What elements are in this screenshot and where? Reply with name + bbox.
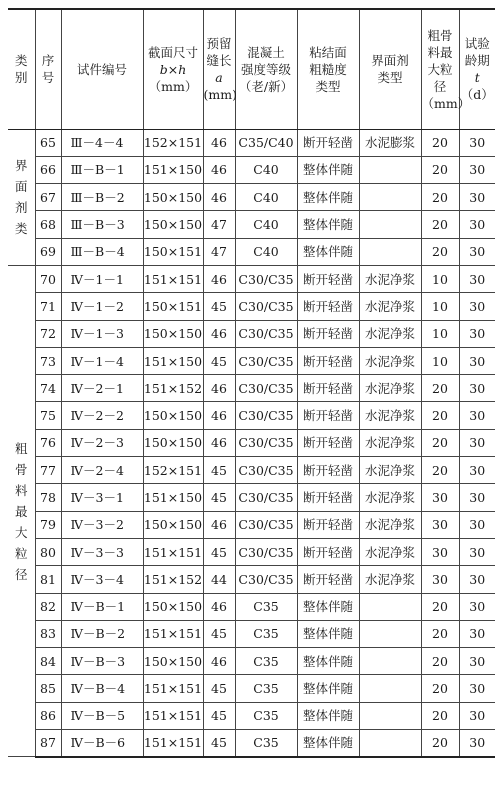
cell-strength-grade: C40 bbox=[235, 211, 297, 238]
cell-seq: 70 bbox=[35, 265, 61, 292]
cell-test-age: 30 bbox=[459, 211, 495, 238]
cell-test-age: 30 bbox=[459, 156, 495, 183]
cell-gap-length: 45 bbox=[203, 730, 235, 757]
cell-strength-grade: C30/C35 bbox=[235, 457, 297, 484]
cell-aggregate-size: 20 bbox=[421, 620, 459, 647]
cell-test-age: 30 bbox=[459, 293, 495, 320]
table-row bbox=[8, 347, 495, 374]
cell-aggregate-size: 20 bbox=[421, 702, 459, 729]
cell-specimen-code: Ⅳ－B－1 bbox=[61, 593, 143, 620]
cell-roughness: 整体伴随 bbox=[297, 211, 359, 238]
cell-specimen-code: Ⅳ－B－2 bbox=[61, 620, 143, 647]
table-row bbox=[8, 511, 495, 538]
cell-seq: 71 bbox=[35, 293, 61, 320]
cell-roughness: 断开轻凿 bbox=[297, 347, 359, 374]
category-char: 界 bbox=[14, 158, 28, 174]
cell-gap-length: 44 bbox=[203, 566, 235, 593]
cell-roughness: 断开轻凿 bbox=[297, 429, 359, 456]
cell-interface-agent bbox=[359, 702, 421, 729]
cell-strength-grade: C30/C35 bbox=[235, 293, 297, 320]
cell-section-size: 150×150 bbox=[143, 184, 203, 211]
header-row bbox=[8, 9, 495, 129]
cell-seq: 65 bbox=[35, 129, 61, 156]
cell-interface-agent: 水泥净浆 bbox=[359, 429, 421, 456]
cell-aggregate-size: 10 bbox=[421, 265, 459, 292]
cell-interface-agent bbox=[359, 648, 421, 675]
table-row bbox=[8, 457, 495, 484]
cell-seq: 84 bbox=[35, 648, 61, 675]
cell-section-size: 151×152 bbox=[143, 566, 203, 593]
cell-seq: 74 bbox=[35, 375, 61, 402]
table-row bbox=[8, 293, 495, 320]
cell-roughness: 断开轻凿 bbox=[297, 375, 359, 402]
cell-section-size: 151×151 bbox=[143, 675, 203, 702]
cell-strength-grade: C30/C35 bbox=[235, 484, 297, 511]
table-row bbox=[8, 238, 495, 265]
cell-specimen-code: Ⅳ－1－2 bbox=[61, 293, 143, 320]
table-row bbox=[8, 402, 495, 429]
cell-strength-grade: C30/C35 bbox=[235, 538, 297, 565]
cell-specimen-code: Ⅲ－4－4 bbox=[61, 129, 143, 156]
cell-test-age: 30 bbox=[459, 402, 495, 429]
cell-specimen-code: Ⅳ－1－4 bbox=[61, 347, 143, 374]
cell-strength-grade: C30/C35 bbox=[235, 375, 297, 402]
cell-interface-agent bbox=[359, 238, 421, 265]
table-row bbox=[8, 538, 495, 565]
table-body bbox=[8, 129, 495, 757]
cell-test-age: 30 bbox=[459, 702, 495, 729]
category-char: 粗 bbox=[14, 440, 28, 456]
cell-aggregate-size: 20 bbox=[421, 648, 459, 675]
cell-interface-agent bbox=[359, 593, 421, 620]
cell-seq: 66 bbox=[35, 156, 61, 183]
cell-specimen-code: Ⅳ－2－4 bbox=[61, 457, 143, 484]
cell-interface-agent: 水泥净浆 bbox=[359, 293, 421, 320]
cell-section-size: 151×151 bbox=[143, 265, 203, 292]
category-char: 料 bbox=[14, 482, 28, 498]
cell-gap-length: 45 bbox=[203, 538, 235, 565]
cell-gap-length: 46 bbox=[203, 129, 235, 156]
cell-test-age: 30 bbox=[459, 648, 495, 675]
header-aggregate-size: 粗骨 料最 大粒 径 （mm） bbox=[421, 9, 459, 129]
cell-aggregate-size: 30 bbox=[421, 511, 459, 538]
cell-roughness: 整体伴随 bbox=[297, 730, 359, 757]
cell-section-size: 152×151 bbox=[143, 129, 203, 156]
cell-roughness: 断开轻凿 bbox=[297, 293, 359, 320]
cell-gap-length: 45 bbox=[203, 347, 235, 374]
cell-interface-agent bbox=[359, 211, 421, 238]
cell-aggregate-size: 30 bbox=[421, 538, 459, 565]
cell-roughness: 整体伴随 bbox=[297, 593, 359, 620]
cell-specimen-code: Ⅳ－B－3 bbox=[61, 648, 143, 675]
table-row bbox=[8, 702, 495, 729]
cell-section-size: 151×151 bbox=[143, 620, 203, 647]
cell-aggregate-size: 20 bbox=[421, 129, 459, 156]
cell-test-age: 30 bbox=[459, 347, 495, 374]
cell-aggregate-size: 10 bbox=[421, 320, 459, 347]
cell-interface-agent bbox=[359, 620, 421, 647]
cell-specimen-code: Ⅳ－1－3 bbox=[61, 320, 143, 347]
table-row bbox=[8, 429, 495, 456]
table-row bbox=[8, 620, 495, 647]
cell-gap-length: 46 bbox=[203, 429, 235, 456]
cell-specimen-code: Ⅳ－1－1 bbox=[61, 265, 143, 292]
cell-seq: 73 bbox=[35, 347, 61, 374]
cell-roughness: 断开轻凿 bbox=[297, 402, 359, 429]
cell-section-size: 150×151 bbox=[143, 238, 203, 265]
cell-section-size: 150×150 bbox=[143, 511, 203, 538]
cell-specimen-code: Ⅳ－2－2 bbox=[61, 402, 143, 429]
cell-specimen-code: Ⅳ－2－3 bbox=[61, 429, 143, 456]
cell-test-age: 30 bbox=[459, 730, 495, 757]
cell-aggregate-size: 20 bbox=[421, 402, 459, 429]
cell-seq: 77 bbox=[35, 457, 61, 484]
cell-strength-grade: C30/C35 bbox=[235, 429, 297, 456]
specimen-table bbox=[8, 8, 495, 758]
cell-aggregate-size: 20 bbox=[421, 730, 459, 757]
cell-test-age: 30 bbox=[459, 538, 495, 565]
cell-seq: 87 bbox=[35, 730, 61, 757]
cell-test-age: 30 bbox=[459, 675, 495, 702]
cell-seq: 86 bbox=[35, 702, 61, 729]
header-category: 类 别 bbox=[8, 9, 35, 129]
cell-interface-agent: 水泥净浆 bbox=[359, 566, 421, 593]
table-row bbox=[8, 184, 495, 211]
cell-aggregate-size: 20 bbox=[421, 184, 459, 211]
cell-test-age: 30 bbox=[459, 265, 495, 292]
cell-roughness: 整体伴随 bbox=[297, 702, 359, 729]
cell-test-age: 30 bbox=[459, 484, 495, 511]
cell-interface-agent: 水泥净浆 bbox=[359, 265, 421, 292]
cell-interface-agent bbox=[359, 675, 421, 702]
cell-gap-length: 46 bbox=[203, 511, 235, 538]
table-row bbox=[8, 265, 495, 292]
cell-aggregate-size: 20 bbox=[421, 238, 459, 265]
cell-interface-agent bbox=[359, 184, 421, 211]
cell-specimen-code: Ⅲ－B－3 bbox=[61, 211, 143, 238]
cell-gap-length: 46 bbox=[203, 265, 235, 292]
cell-strength-grade: C30/C35 bbox=[235, 320, 297, 347]
cell-seq: 68 bbox=[35, 211, 61, 238]
cell-specimen-code: Ⅳ－B－5 bbox=[61, 702, 143, 729]
cell-test-age: 30 bbox=[459, 129, 495, 156]
cell-roughness: 断开轻凿 bbox=[297, 457, 359, 484]
category-char: 粒 bbox=[14, 545, 28, 561]
category-cell bbox=[8, 129, 35, 265]
cell-roughness: 整体伴随 bbox=[297, 675, 359, 702]
cell-specimen-code: Ⅲ－B－4 bbox=[61, 238, 143, 265]
cell-roughness: 断开轻凿 bbox=[297, 538, 359, 565]
header-strength-grade: 混凝土 强度等级 （老/新） bbox=[235, 9, 297, 129]
table-row bbox=[8, 730, 495, 757]
cell-gap-length: 45 bbox=[203, 484, 235, 511]
cell-strength-grade: C40 bbox=[235, 184, 297, 211]
cell-strength-grade: C35 bbox=[235, 620, 297, 647]
table-row bbox=[8, 648, 495, 675]
cell-test-age: 30 bbox=[459, 593, 495, 620]
cell-aggregate-size: 10 bbox=[421, 347, 459, 374]
cell-roughness: 断开轻凿 bbox=[297, 129, 359, 156]
cell-gap-length: 45 bbox=[203, 675, 235, 702]
table-row bbox=[8, 566, 495, 593]
table-row bbox=[8, 129, 495, 156]
cell-aggregate-size: 20 bbox=[421, 429, 459, 456]
cell-aggregate-size: 30 bbox=[421, 484, 459, 511]
category-char: 最 bbox=[14, 503, 28, 519]
cell-specimen-code: Ⅳ－3－3 bbox=[61, 538, 143, 565]
cell-gap-length: 45 bbox=[203, 702, 235, 729]
table-row bbox=[8, 593, 495, 620]
table-row bbox=[8, 375, 495, 402]
cell-section-size: 150×150 bbox=[143, 593, 203, 620]
cell-gap-length: 46 bbox=[203, 184, 235, 211]
cell-specimen-code: Ⅳ－B－4 bbox=[61, 675, 143, 702]
cell-test-age: 30 bbox=[459, 238, 495, 265]
cell-gap-length: 46 bbox=[203, 320, 235, 347]
cell-aggregate-size: 20 bbox=[421, 156, 459, 183]
cell-section-size: 150×150 bbox=[143, 648, 203, 675]
category-char: 大 bbox=[14, 524, 28, 540]
cell-roughness: 断开轻凿 bbox=[297, 511, 359, 538]
cell-strength-grade: C35 bbox=[235, 648, 297, 675]
cell-section-size: 150×150 bbox=[143, 320, 203, 347]
cell-seq: 69 bbox=[35, 238, 61, 265]
cell-roughness: 整体伴随 bbox=[297, 184, 359, 211]
cell-section-size: 150×151 bbox=[143, 293, 203, 320]
cell-gap-length: 45 bbox=[203, 620, 235, 647]
table-row bbox=[8, 484, 495, 511]
cell-interface-agent: 水泥净浆 bbox=[359, 347, 421, 374]
cell-section-size: 150×150 bbox=[143, 211, 203, 238]
cell-roughness: 整体伴随 bbox=[297, 620, 359, 647]
cell-gap-length: 46 bbox=[203, 593, 235, 620]
cell-aggregate-size: 20 bbox=[421, 457, 459, 484]
category-char: 骨 bbox=[14, 461, 28, 477]
cell-interface-agent: 水泥净浆 bbox=[359, 402, 421, 429]
cell-seq: 80 bbox=[35, 538, 61, 565]
cell-gap-length: 45 bbox=[203, 457, 235, 484]
cell-gap-length: 46 bbox=[203, 402, 235, 429]
cell-aggregate-size: 20 bbox=[421, 675, 459, 702]
cell-aggregate-size: 20 bbox=[421, 593, 459, 620]
cell-interface-agent bbox=[359, 730, 421, 757]
cell-specimen-code: Ⅳ－B－6 bbox=[61, 730, 143, 757]
cell-test-age: 30 bbox=[459, 620, 495, 647]
cell-seq: 85 bbox=[35, 675, 61, 702]
cell-roughness: 整体伴随 bbox=[297, 648, 359, 675]
cell-section-size: 150×150 bbox=[143, 402, 203, 429]
cell-test-age: 30 bbox=[459, 184, 495, 211]
cell-seq: 83 bbox=[35, 620, 61, 647]
cell-seq: 78 bbox=[35, 484, 61, 511]
cell-interface-agent: 水泥净浆 bbox=[359, 484, 421, 511]
cell-section-size: 151×151 bbox=[143, 538, 203, 565]
cell-test-age: 30 bbox=[459, 566, 495, 593]
cell-seq: 82 bbox=[35, 593, 61, 620]
cell-gap-length: 47 bbox=[203, 238, 235, 265]
cell-seq: 79 bbox=[35, 511, 61, 538]
cell-seq: 67 bbox=[35, 184, 61, 211]
cell-aggregate-size: 10 bbox=[421, 293, 459, 320]
cell-gap-length: 46 bbox=[203, 156, 235, 183]
header-interface-agent: 界面剂 类型 bbox=[359, 9, 421, 129]
cell-strength-grade: C35 bbox=[235, 730, 297, 757]
cell-strength-grade: C40 bbox=[235, 238, 297, 265]
cell-roughness: 断开轻凿 bbox=[297, 320, 359, 347]
header-roughness: 粘结面 粗糙度 类型 bbox=[297, 9, 359, 129]
cell-strength-grade: C35 bbox=[235, 593, 297, 620]
cell-strength-grade: C30/C35 bbox=[235, 402, 297, 429]
cell-strength-grade: C30/C35 bbox=[235, 347, 297, 374]
cell-test-age: 30 bbox=[459, 320, 495, 347]
category-char: 类 bbox=[14, 221, 28, 237]
cell-strength-grade: C30/C35 bbox=[235, 566, 297, 593]
cell-section-size: 150×150 bbox=[143, 429, 203, 456]
category-char: 径 bbox=[14, 566, 28, 582]
cell-roughness: 断开轻凿 bbox=[297, 265, 359, 292]
cell-strength-grade: C35/C40 bbox=[235, 129, 297, 156]
cell-strength-grade: C30/C35 bbox=[235, 265, 297, 292]
table-row bbox=[8, 211, 495, 238]
cell-gap-length: 46 bbox=[203, 648, 235, 675]
cell-section-size: 151×151 bbox=[143, 702, 203, 729]
category-char: 剂 bbox=[14, 200, 28, 216]
cell-interface-agent: 水泥净浆 bbox=[359, 457, 421, 484]
cell-aggregate-size: 30 bbox=[421, 566, 459, 593]
cell-seq: 75 bbox=[35, 402, 61, 429]
cell-section-size: 151×152 bbox=[143, 375, 203, 402]
cell-specimen-code: Ⅳ－3－4 bbox=[61, 566, 143, 593]
cell-interface-agent: 水泥净浆 bbox=[359, 511, 421, 538]
cell-seq: 72 bbox=[35, 320, 61, 347]
cell-strength-grade: C35 bbox=[235, 702, 297, 729]
specimen-table-container bbox=[8, 8, 495, 758]
cell-specimen-code: Ⅳ－3－2 bbox=[61, 511, 143, 538]
table-row bbox=[8, 675, 495, 702]
cell-section-size: 152×151 bbox=[143, 457, 203, 484]
cell-interface-agent: 水泥净浆 bbox=[359, 320, 421, 347]
cell-aggregate-size: 20 bbox=[421, 375, 459, 402]
cell-strength-grade: C30/C35 bbox=[235, 511, 297, 538]
cell-interface-agent bbox=[359, 156, 421, 183]
header-specimen: 试件编号 bbox=[61, 9, 143, 129]
cell-seq: 81 bbox=[35, 566, 61, 593]
cell-specimen-code: Ⅲ－B－1 bbox=[61, 156, 143, 183]
cell-interface-agent: 水泥净浆 bbox=[359, 538, 421, 565]
cell-roughness: 整体伴随 bbox=[297, 156, 359, 183]
cell-section-size: 151×151 bbox=[143, 730, 203, 757]
cell-gap-length: 45 bbox=[203, 293, 235, 320]
cell-test-age: 30 bbox=[459, 457, 495, 484]
cell-aggregate-size: 20 bbox=[421, 211, 459, 238]
cell-roughness: 断开轻凿 bbox=[297, 484, 359, 511]
cell-section-size: 151×150 bbox=[143, 484, 203, 511]
cell-strength-grade: C40 bbox=[235, 156, 297, 183]
category-char: 面 bbox=[14, 179, 28, 195]
cell-test-age: 30 bbox=[459, 375, 495, 402]
header-gap-length: 预留 缝长 a (mm) bbox=[203, 9, 235, 129]
cell-specimen-code: Ⅳ－3－1 bbox=[61, 484, 143, 511]
cell-strength-grade: C35 bbox=[235, 675, 297, 702]
table-row bbox=[8, 156, 495, 183]
header-section-size: 截面尺寸 b×h （mm） bbox=[143, 9, 203, 129]
cell-test-age: 30 bbox=[459, 429, 495, 456]
cell-section-size: 151×150 bbox=[143, 156, 203, 183]
cell-gap-length: 46 bbox=[203, 375, 235, 402]
cell-specimen-code: Ⅲ－B－2 bbox=[61, 184, 143, 211]
cell-gap-length: 47 bbox=[203, 211, 235, 238]
cell-seq: 76 bbox=[35, 429, 61, 456]
header-seq: 序 号 bbox=[35, 9, 61, 129]
table-row bbox=[8, 320, 495, 347]
cell-specimen-code: Ⅳ－2－1 bbox=[61, 375, 143, 402]
cell-interface-agent: 水泥净浆 bbox=[359, 375, 421, 402]
cell-roughness: 断开轻凿 bbox=[297, 566, 359, 593]
category-cell bbox=[8, 265, 35, 756]
cell-interface-agent: 水泥膨浆 bbox=[359, 129, 421, 156]
cell-section-size: 151×150 bbox=[143, 347, 203, 374]
cell-roughness: 整体伴随 bbox=[297, 238, 359, 265]
cell-test-age: 30 bbox=[459, 511, 495, 538]
header-test-age: 试验 龄期 t （d） bbox=[459, 9, 495, 129]
